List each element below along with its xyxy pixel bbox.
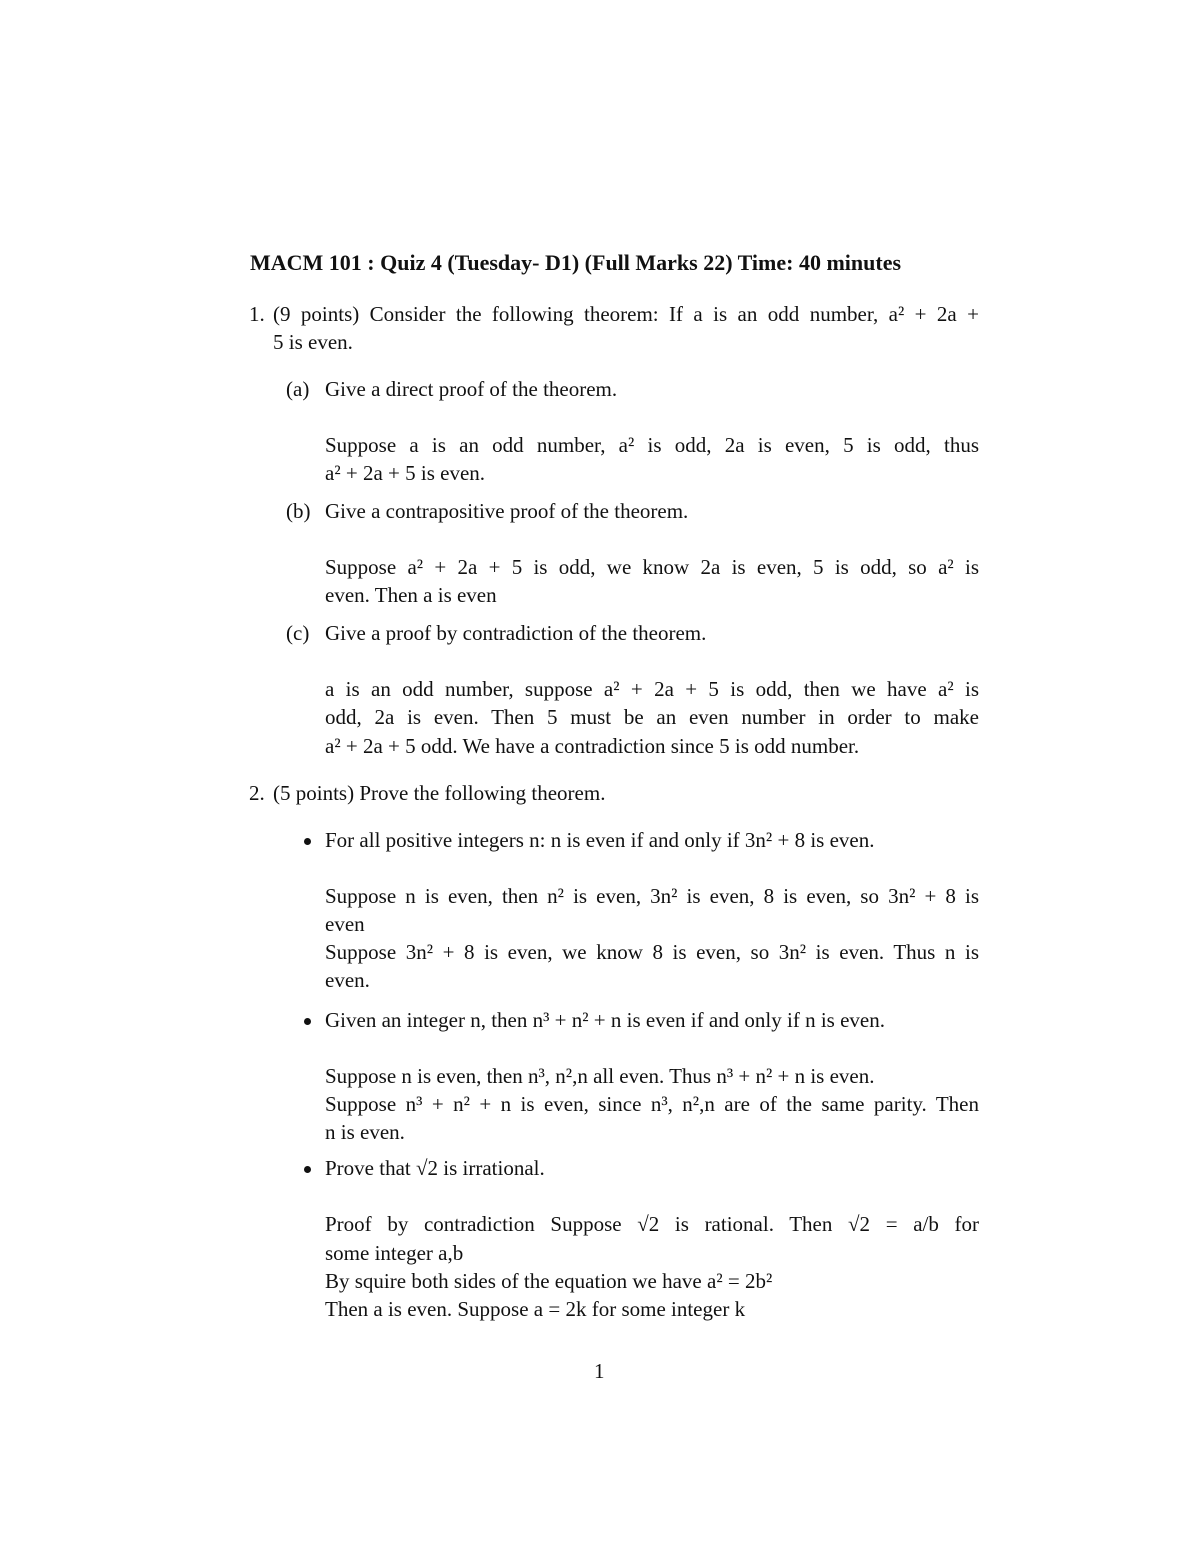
bullet-3-answer-line-3: By squire both sides of the equation we have a² = 2b²: [325, 1269, 773, 1293]
part-c-label: (c): [286, 621, 310, 645]
part-a-answer-line-1: Suppose a is an odd number, a² is odd, 2a is even, 5 is odd, thus: [325, 433, 979, 457]
question-1-number: 1.: [249, 302, 265, 326]
question-1-text-line-2: 5 is even.: [273, 330, 353, 354]
bullet-3-icon: [304, 1166, 311, 1173]
part-a-prompt: Give a direct proof of the theorem.: [325, 377, 618, 401]
part-a-answer-line-2: a² + 2a + 5 is even.: [325, 461, 486, 485]
question-2-text: (5 points) Prove the following theorem.: [273, 781, 606, 805]
bullet-1-answer-line-2: even: [325, 912, 365, 936]
bullet-1-icon: [304, 838, 311, 845]
part-c-answer-line-1: a is an odd number, suppose a² + 2a + 5 is odd, then we have a² is: [325, 677, 979, 701]
bullet-1-prompt: For all positive integers n: n is even if and only if 3n² + 8 is even.: [325, 828, 875, 852]
bullet-2-icon: [304, 1018, 311, 1025]
page-number: 1: [594, 1359, 605, 1383]
part-c-prompt: Give a proof by contradiction of the theorem.: [325, 621, 707, 645]
bullet-1-answer-line-3: Suppose 3n² + 8 is even, we know 8 is even, so 3n² is even. Thus n is: [325, 940, 979, 964]
bullet-1-answer-line-1: Suppose n is even, then n² is even, 3n² is even, 8 is even, so 3n² + 8 is: [325, 884, 979, 908]
bullet-2-answer-line-1: Suppose n is even, then n³, n²,n all even. Thus n³ + n² + n is even.: [325, 1064, 875, 1088]
bullet-3-answer-line-2: some integer a,b: [325, 1241, 464, 1265]
bullet-1-answer-line-4: even.: [325, 968, 370, 992]
question-1-text-line-1: (9 points) Consider the following theorem: If a is an odd number, a² + 2a +: [273, 302, 979, 326]
part-a-label: (a): [286, 377, 310, 401]
bullet-3-prompt: Prove that √2 is irrational.: [325, 1156, 545, 1180]
part-b-answer-line-1: Suppose a² + 2a + 5 is odd, we know 2a is even, 5 is odd, so a² is: [325, 555, 979, 579]
part-b-prompt: Give a contrapositive proof of the theorem.: [325, 499, 689, 523]
bullet-3-answer-line-4: Then a is even. Suppose a = 2k for some integer k: [325, 1297, 746, 1321]
bullet-2-prompt: Given an integer n, then n³ + n² + n is even if and only if n is even.: [325, 1008, 885, 1032]
page-title: MACM 101 : Quiz 4 (Tuesday- D1) (Full Marks 22) Time: 40 minutes: [250, 250, 902, 275]
bullet-2-answer-line-2: Suppose n³ + n² + n is even, since n³, n²,n are of the same parity. Then: [325, 1092, 979, 1116]
part-c-answer-line-2: odd, 2a is even. Then 5 must be an even number in order to make: [325, 705, 979, 729]
bullet-3-answer-line-1: Proof by contradiction Suppose √2 is rational. Then √2 = a/b for: [325, 1212, 979, 1236]
part-b-answer-line-2: even. Then a is even: [325, 583, 497, 607]
question-2-number: 2.: [249, 781, 265, 805]
bullet-2-answer-line-3: n is even.: [325, 1120, 405, 1144]
part-b-label: (b): [286, 499, 311, 523]
part-c-answer-line-3: a² + 2a + 5 odd. We have a contradiction since 5 is odd number.: [325, 734, 860, 758]
